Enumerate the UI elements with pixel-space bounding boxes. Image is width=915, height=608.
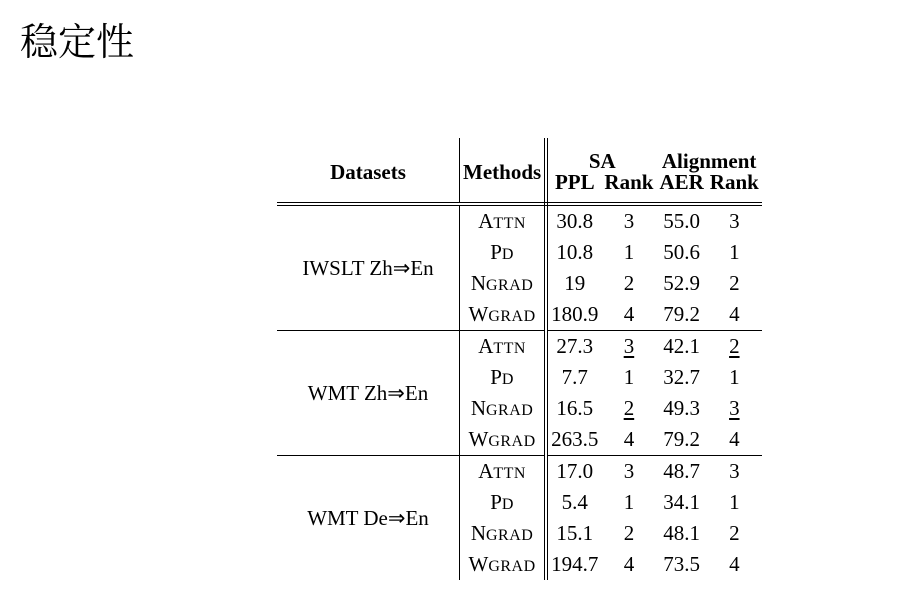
method-cell (460, 487, 547, 518)
cell-rank2 (707, 518, 762, 549)
cell-aer (656, 424, 706, 456)
value-ppl: 15.1 (556, 521, 594, 545)
method-initial: W (468, 302, 489, 326)
value-ppl: 17.0 (556, 459, 594, 483)
value-rank2: 2 (729, 334, 740, 358)
method-cell (460, 204, 547, 237)
header-rank-sa: Rank (601, 172, 656, 204)
value-rank1: 2 (623, 396, 635, 420)
method-rest: D (501, 496, 514, 513)
cell-aer (656, 456, 706, 488)
value-ppl: 194.7 (551, 552, 599, 576)
cell-rank1 (601, 424, 656, 456)
cell-rank2 (707, 549, 762, 580)
dataset-cell: IWSLT Zh⇒En (277, 204, 460, 331)
cell-rank2 (707, 237, 762, 268)
method-initial: P (490, 490, 502, 514)
value-ppl: 7.7 (561, 365, 588, 389)
cell-aer (656, 549, 706, 580)
value-rank1: 3 (623, 459, 635, 483)
header-row-1 (277, 138, 762, 172)
method-cell (460, 393, 547, 424)
cell-rank1 (601, 299, 656, 331)
cell-rank2 (707, 487, 762, 518)
cell-rank1 (601, 518, 656, 549)
method-cell (460, 237, 547, 268)
method-cell (460, 331, 547, 363)
method-rest: TTN (493, 215, 526, 232)
value-rank1: 1 (623, 365, 635, 389)
method-cell (460, 518, 547, 549)
cell-rank1 (601, 487, 656, 518)
value-ppl: 10.8 (556, 240, 594, 264)
method-rest: GRAD (486, 527, 534, 544)
method-initial: P (490, 365, 502, 389)
value-ppl: 27.3 (556, 334, 594, 358)
value-aer: 34.1 (663, 490, 700, 514)
cell-rank2 (707, 393, 762, 424)
method-rest: GRAD (486, 402, 534, 419)
value-rank2: 2 (729, 271, 740, 295)
value-rank2: 1 (729, 490, 740, 514)
header-alignment: Alignment (661, 149, 757, 173)
results-table-container (277, 138, 762, 580)
cell-ppl (546, 237, 601, 268)
method-cell (460, 424, 547, 456)
header-sa: SA (588, 149, 616, 173)
header-rank-alignment: Rank (707, 172, 762, 204)
cell-aer (656, 268, 706, 299)
method-initial: A (478, 334, 494, 358)
method-initial: P (490, 240, 502, 264)
value-rank2: 2 (729, 521, 740, 545)
value-rank2: 3 (729, 459, 740, 483)
value-ppl: 19 (564, 271, 586, 295)
header-aer: AER (656, 172, 706, 204)
method-initial: W (468, 427, 489, 451)
table-row (277, 331, 762, 363)
value-aer: 73.5 (663, 552, 700, 576)
value-rank2: 4 (729, 552, 740, 576)
method-cell (460, 549, 547, 580)
cell-ppl (546, 331, 601, 363)
method-initial: W (468, 552, 489, 576)
method-initial: N (470, 521, 486, 545)
value-rank1: 3 (623, 209, 635, 233)
cell-ppl (546, 487, 601, 518)
cell-rank1 (601, 393, 656, 424)
value-aer: 32.7 (663, 365, 700, 389)
value-rank1: 4 (623, 427, 635, 451)
method-initial: A (478, 459, 494, 483)
value-ppl: 180.9 (551, 302, 599, 326)
dataset-cell: WMT Zh⇒En (277, 331, 460, 456)
table-row (277, 456, 762, 488)
value-aer: 49.3 (663, 396, 700, 420)
cell-aer (656, 487, 706, 518)
value-rank2: 3 (729, 209, 740, 233)
method-initial: A (478, 209, 494, 233)
slide-title: 稳定性 (20, 20, 135, 64)
cell-rank2 (707, 299, 762, 331)
value-rank1: 1 (623, 490, 635, 514)
value-ppl: 263.5 (551, 427, 599, 451)
method-rest: TTN (493, 340, 526, 357)
cell-rank1 (601, 456, 656, 488)
cell-rank1 (601, 362, 656, 393)
cell-aer (656, 393, 706, 424)
cell-ppl (546, 362, 601, 393)
cell-ppl (546, 424, 601, 456)
cell-ppl (546, 456, 601, 488)
value-rank1: 4 (623, 552, 635, 576)
method-initial: N (470, 271, 486, 295)
value-rank1: 3 (623, 334, 635, 358)
value-rank1: 4 (623, 302, 635, 326)
value-rank2: 4 (729, 302, 740, 326)
method-initial: N (470, 396, 486, 420)
cell-rank2 (707, 331, 762, 363)
table-row (277, 204, 762, 237)
cell-rank2 (707, 362, 762, 393)
cell-aer (656, 237, 706, 268)
cell-ppl (546, 268, 601, 299)
method-cell (460, 268, 547, 299)
cell-rank1 (601, 331, 656, 363)
cell-aer (656, 204, 706, 237)
method-rest: D (501, 371, 514, 388)
method-rest: GRAD (488, 308, 536, 325)
method-rest: GRAD (488, 558, 536, 575)
value-ppl: 30.8 (556, 209, 594, 233)
cell-rank1 (601, 268, 656, 299)
cell-ppl (546, 549, 601, 580)
value-aer: 52.9 (663, 271, 700, 295)
header-methods: Methods (460, 138, 547, 204)
cell-ppl (546, 518, 601, 549)
method-rest: GRAD (486, 277, 534, 294)
cell-ppl (546, 393, 601, 424)
method-cell (460, 299, 547, 331)
value-rank1: 2 (623, 521, 635, 545)
cell-rank1 (601, 204, 656, 237)
header-ppl: PPL (546, 172, 601, 204)
method-cell (460, 456, 547, 488)
value-rank2: 4 (729, 427, 740, 451)
value-ppl: 5.4 (561, 490, 588, 514)
table-body (277, 204, 762, 580)
cell-rank2 (707, 456, 762, 488)
cell-aer (656, 518, 706, 549)
dataset-cell: WMT De⇒En (277, 456, 460, 581)
value-aer: 42.1 (663, 334, 700, 358)
value-aer: 48.1 (663, 521, 700, 545)
header-datasets: Datasets (277, 138, 460, 204)
method-rest: GRAD (488, 433, 536, 450)
value-rank2: 3 (729, 396, 740, 420)
cell-rank2 (707, 204, 762, 237)
value-aer: 79.2 (663, 302, 700, 326)
results-table (277, 138, 762, 580)
value-rank2: 1 (729, 365, 740, 389)
value-aer: 79.2 (663, 427, 700, 451)
method-rest: D (501, 246, 514, 263)
value-rank1: 2 (623, 271, 635, 295)
cell-rank2 (707, 424, 762, 456)
value-ppl: 16.5 (556, 396, 594, 420)
cell-aer (656, 362, 706, 393)
value-aer: 48.7 (663, 459, 700, 483)
cell-rank1 (601, 549, 656, 580)
cell-rank2 (707, 268, 762, 299)
value-aer: 50.6 (663, 240, 700, 264)
method-cell (460, 362, 547, 393)
cell-aer (656, 299, 706, 331)
method-rest: TTN (493, 465, 526, 482)
value-aer: 55.0 (663, 209, 700, 233)
value-rank2: 1 (729, 240, 740, 264)
cell-ppl (546, 299, 601, 331)
cell-aer (656, 331, 706, 363)
value-rank1: 1 (623, 240, 635, 264)
cell-rank1 (601, 237, 656, 268)
cell-ppl (546, 204, 601, 237)
